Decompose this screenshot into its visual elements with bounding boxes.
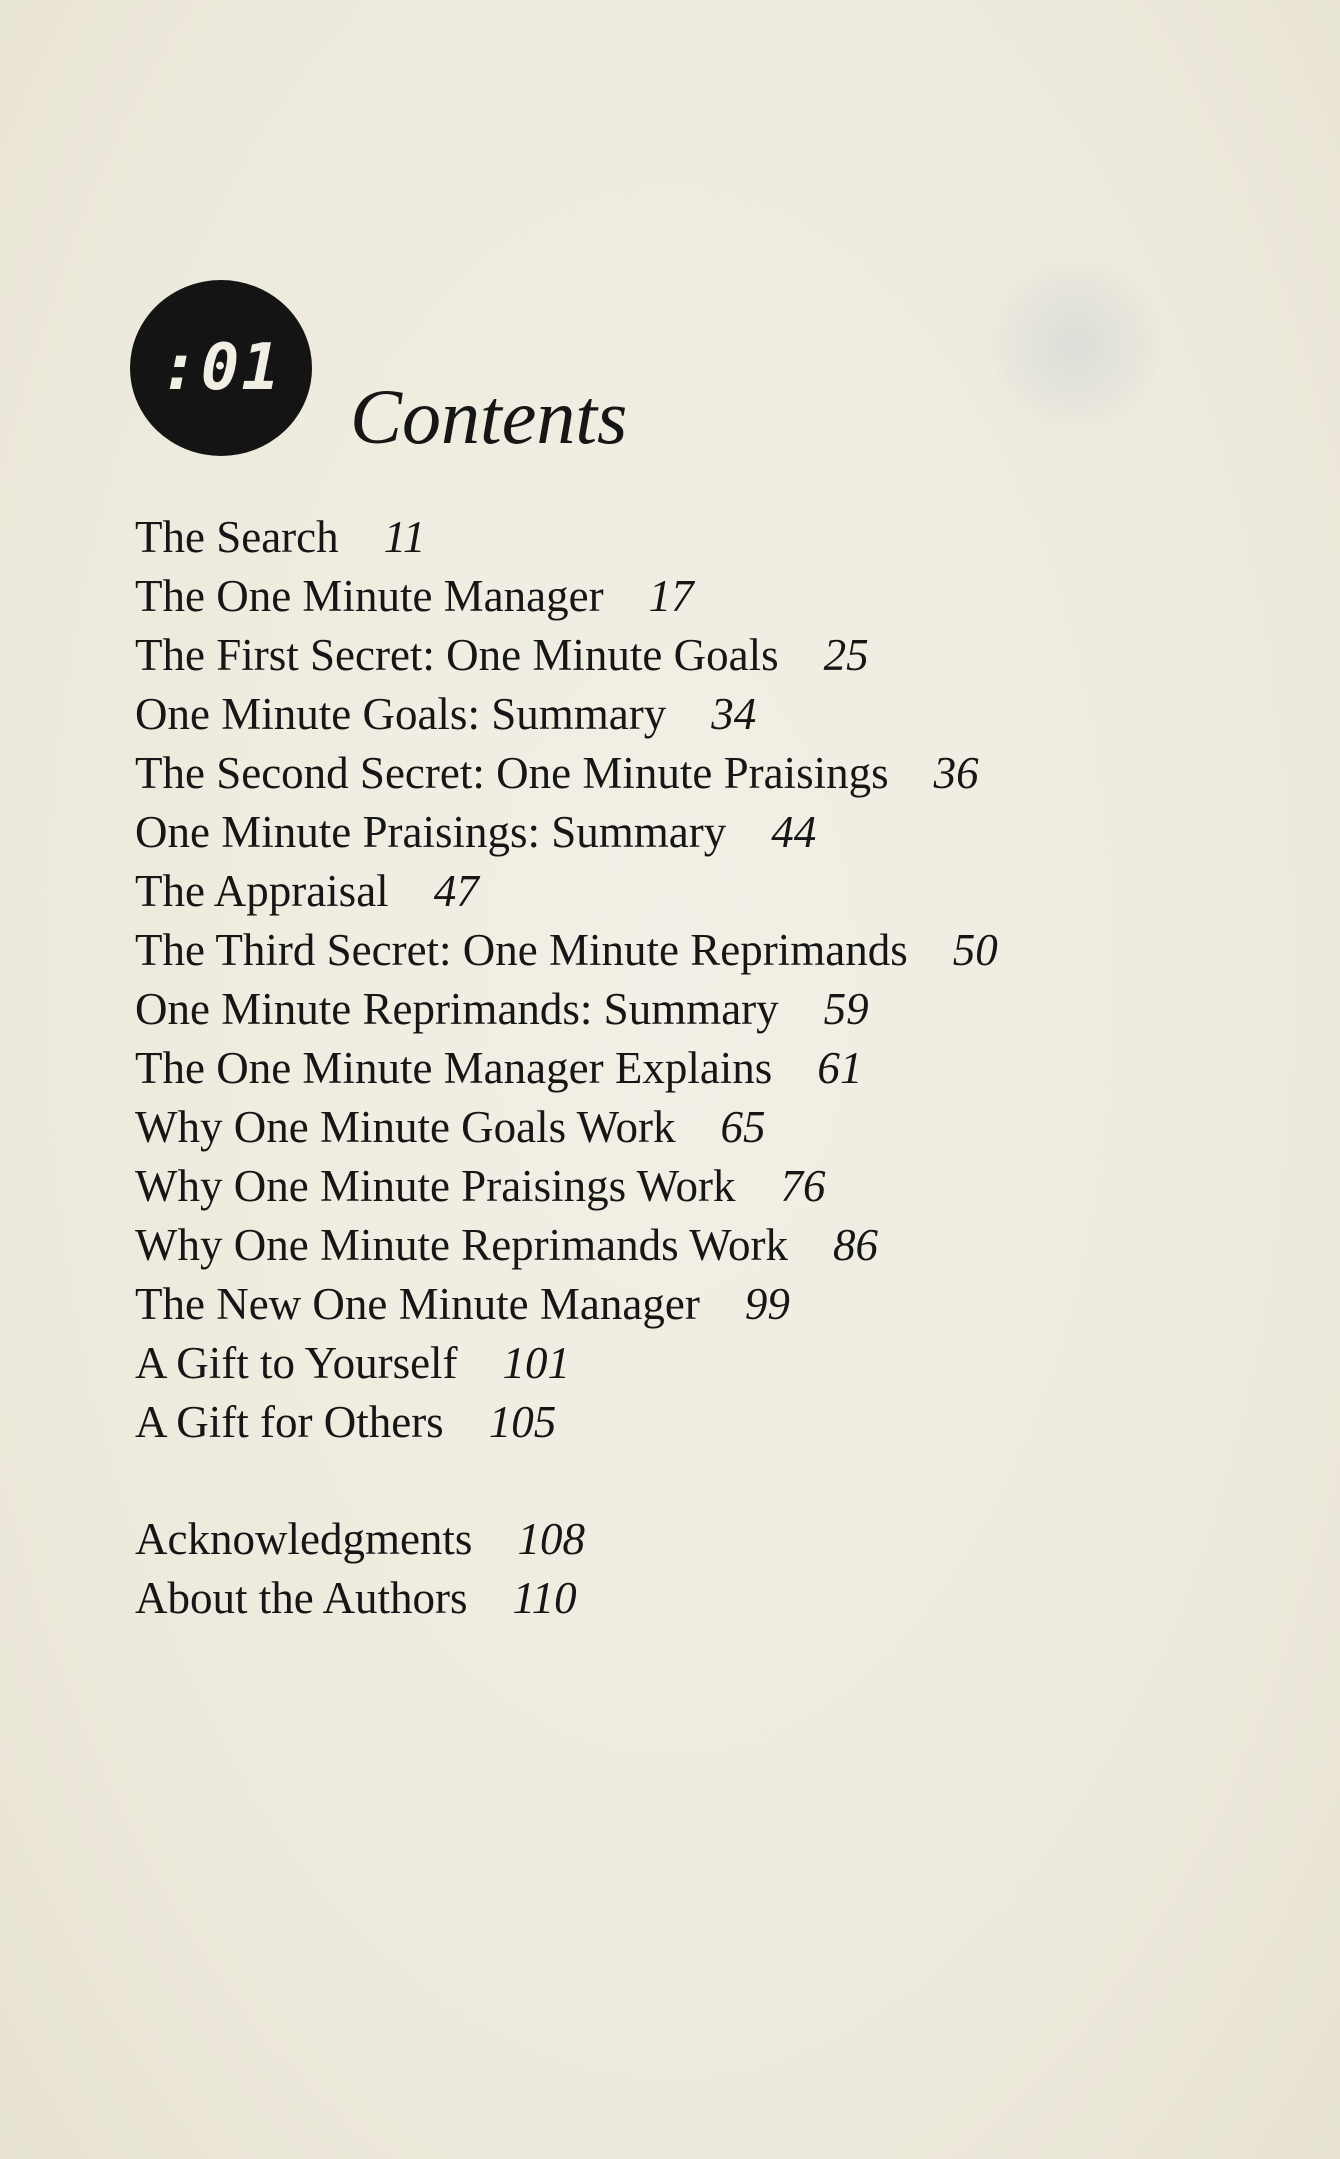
- toc-page-number: 11: [383, 512, 426, 562]
- toc-page-number: 44: [771, 807, 817, 857]
- toc-entry[interactable]: [135, 862, 998, 921]
- toc-entry-title: The New One Minute Manager: [135, 1279, 700, 1329]
- toc-entry[interactable]: [135, 1275, 998, 1334]
- toc-page-number: 59: [823, 984, 869, 1034]
- toc-page-number: 61: [817, 1043, 863, 1093]
- toc-page-number: 76: [780, 1161, 826, 1211]
- toc-entry-title: Why One Minute Praisings Work: [135, 1161, 736, 1211]
- toc-backmatter-entry[interactable]: [135, 1569, 998, 1628]
- toc-entry-title: The Appraisal: [135, 866, 389, 916]
- logo-text: :01: [160, 331, 282, 405]
- toc-entry-title: Acknowledgments: [135, 1514, 473, 1564]
- toc-entry-title: The One Minute Manager: [135, 571, 604, 621]
- toc-page-number: 47: [433, 866, 479, 916]
- toc-entry-title: The Search: [135, 512, 339, 562]
- clock-logo-icon: [130, 280, 312, 456]
- toc-entry-title: The One Minute Manager Explains: [135, 1043, 773, 1093]
- toc-page-number: 34: [711, 689, 757, 739]
- toc-page-number: 101: [502, 1338, 571, 1388]
- toc-page-number: 86: [832, 1220, 878, 1270]
- toc-page-number: 50: [952, 925, 998, 975]
- toc-entry-title: One Minute Reprimands: Summary: [135, 984, 779, 1034]
- toc-entry[interactable]: [135, 1039, 998, 1098]
- toc-entry[interactable]: [135, 803, 998, 862]
- toc-entry[interactable]: [135, 1216, 998, 1275]
- toc-entry[interactable]: [135, 508, 998, 567]
- faint-bleed-through-mark: [990, 260, 1160, 430]
- toc-page-number: 36: [933, 748, 979, 798]
- toc-entry[interactable]: [135, 1393, 998, 1452]
- toc-page-number: 110: [512, 1573, 577, 1623]
- toc-page-number: 17: [648, 571, 694, 621]
- table-of-contents: [135, 508, 998, 1628]
- toc-page-number: 108: [517, 1514, 585, 1564]
- toc-page-number: 99: [744, 1279, 790, 1329]
- toc-entry-title: The Third Secret: One Minute Reprimands: [135, 925, 908, 975]
- toc-entry-title: Why One Minute Goals Work: [135, 1102, 676, 1152]
- toc-page-number: 65: [720, 1102, 766, 1152]
- toc-page-number: 25: [823, 630, 869, 680]
- page-title: Contents: [350, 373, 628, 460]
- toc-entry[interactable]: [135, 626, 998, 685]
- toc-entry-title: The First Secret: One Minute Goals: [135, 630, 779, 680]
- toc-entry-title: A Gift to Yourself: [135, 1338, 458, 1388]
- toc-backmatter-entry[interactable]: [135, 1510, 998, 1569]
- toc-entry-title: One Minute Praisings: Summary: [135, 807, 727, 857]
- toc-entry[interactable]: [135, 1334, 998, 1393]
- toc-entry[interactable]: [135, 685, 998, 744]
- toc-entry-title: The Second Secret: One Minute Praisings: [135, 748, 889, 798]
- toc-entry[interactable]: [135, 921, 998, 980]
- toc-entry[interactable]: [135, 567, 998, 626]
- toc-entry[interactable]: [135, 980, 998, 1039]
- toc-entry[interactable]: [135, 744, 998, 803]
- toc-page-number: 105: [488, 1397, 557, 1447]
- toc-entry-title: A Gift for Others: [135, 1397, 444, 1447]
- toc-entry[interactable]: [135, 1157, 998, 1216]
- toc-entry-title: About the Authors: [135, 1573, 468, 1623]
- toc-entry-title: Why One Minute Reprimands Work: [135, 1220, 788, 1270]
- toc-entry-title: One Minute Goals: Summary: [135, 689, 667, 739]
- toc-entry[interactable]: [135, 1098, 998, 1157]
